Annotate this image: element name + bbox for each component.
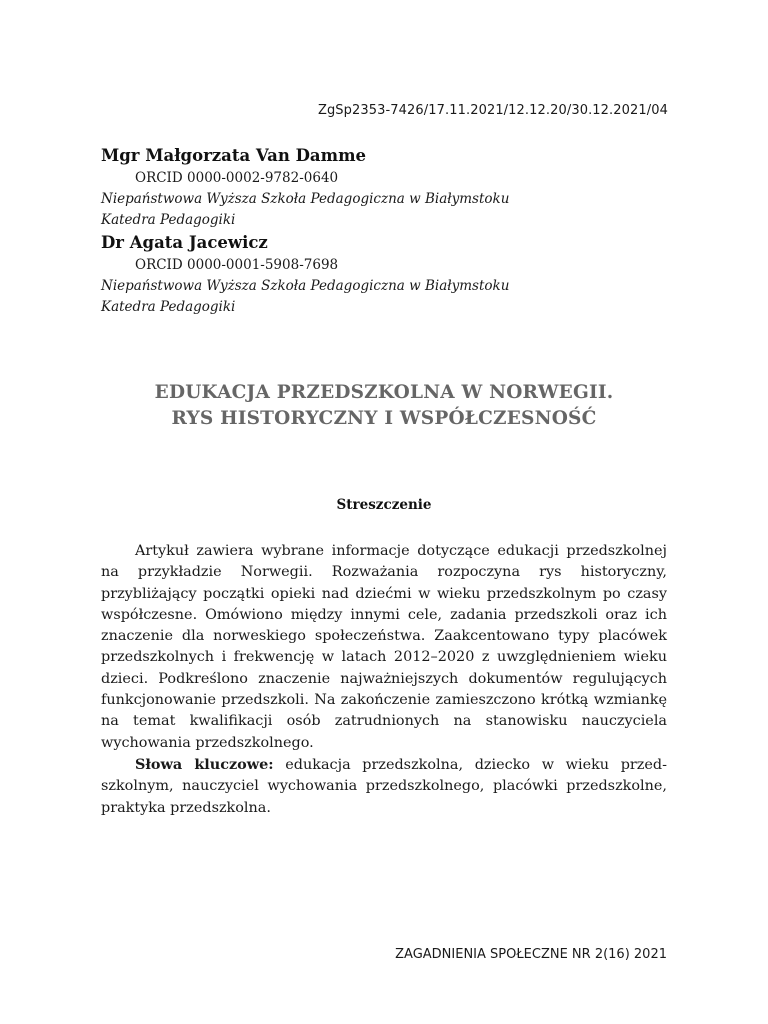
author-block [101,144,681,318]
author-institution: Niepaństwowa Wyższa Szkoła Pedagogiczna w Białymstoku [101,278,510,294]
author-orcid: ORCID 0000-0001-5908-7698 [135,257,339,273]
article-title-line: EDUKACJA PRZEDSZKOLNA W NORWEGII. [154,382,614,403]
author-name: Dr Agata Jacewicz [101,233,268,252]
keywords-label: Słowa kluczowe: [135,755,274,773]
article-title-line: RYS HISTORYCZNY I WSPÓŁCZESNOŚĆ [171,408,597,429]
abstract-heading: Streszczenie [336,497,432,513]
author-department: Katedra Pedagogiki [101,299,236,315]
abstract-paragraph: Artykuł zawiera wybrane informacje dotyczące edukacji przedszkolnej na przykładzie Norwegii. Rozważania rozpoczyna rys historyczny, przybliżający początki opieki nad dziećmi w wieku przedszkolnym po czasy współczesne. Omówiono między innymi cele, zadania przedszkoli oraz ich znaczenie dla norweskiego społeczeństwa. Zaakcentowano typy placówek przedszkolnych i frekwencję w latach 2012–2020 z uwzględnieniem wieku dzieci. Podkreślono znaczenie najważniejszych dokumentów regulujących funkcjonowanie przedszkoli. Na zakończenie zamieszczono krótką wzmiankę na temat kwalifikacji osób zatrudnionych na stanowisku nauczyciela wychowania przedszkolnego. [101,543,667,751]
author-orcid: ORCID 0000-0002-9782-0640 [135,170,339,186]
article-title [0,380,768,432]
author-department: Katedra Pedagogiki [101,212,236,228]
abstract-body [101,541,667,819]
journal-footer: ZAGADNIENIA SPOŁECZNE NR 2(16) 2021 [395,947,667,962]
author-name: Mgr Małgorzata Van Damme [101,146,367,165]
document-id: ZgSp2353-7426/17.11.2021/12.12.20/30.12.2021/04 [317,103,668,118]
author-institution: Niepaństwowa Wyższa Szkoła Pedagogiczna w Białymstoku [101,191,510,207]
keywords-paragraph [101,754,667,819]
keywords-text: edukacja przedszkolna, dziecko w wieku przedszkolnym, nauczyciel wychowania przedszkolnego, placówki przedszkolne, praktyka przedszkolna. [101,756,667,816]
